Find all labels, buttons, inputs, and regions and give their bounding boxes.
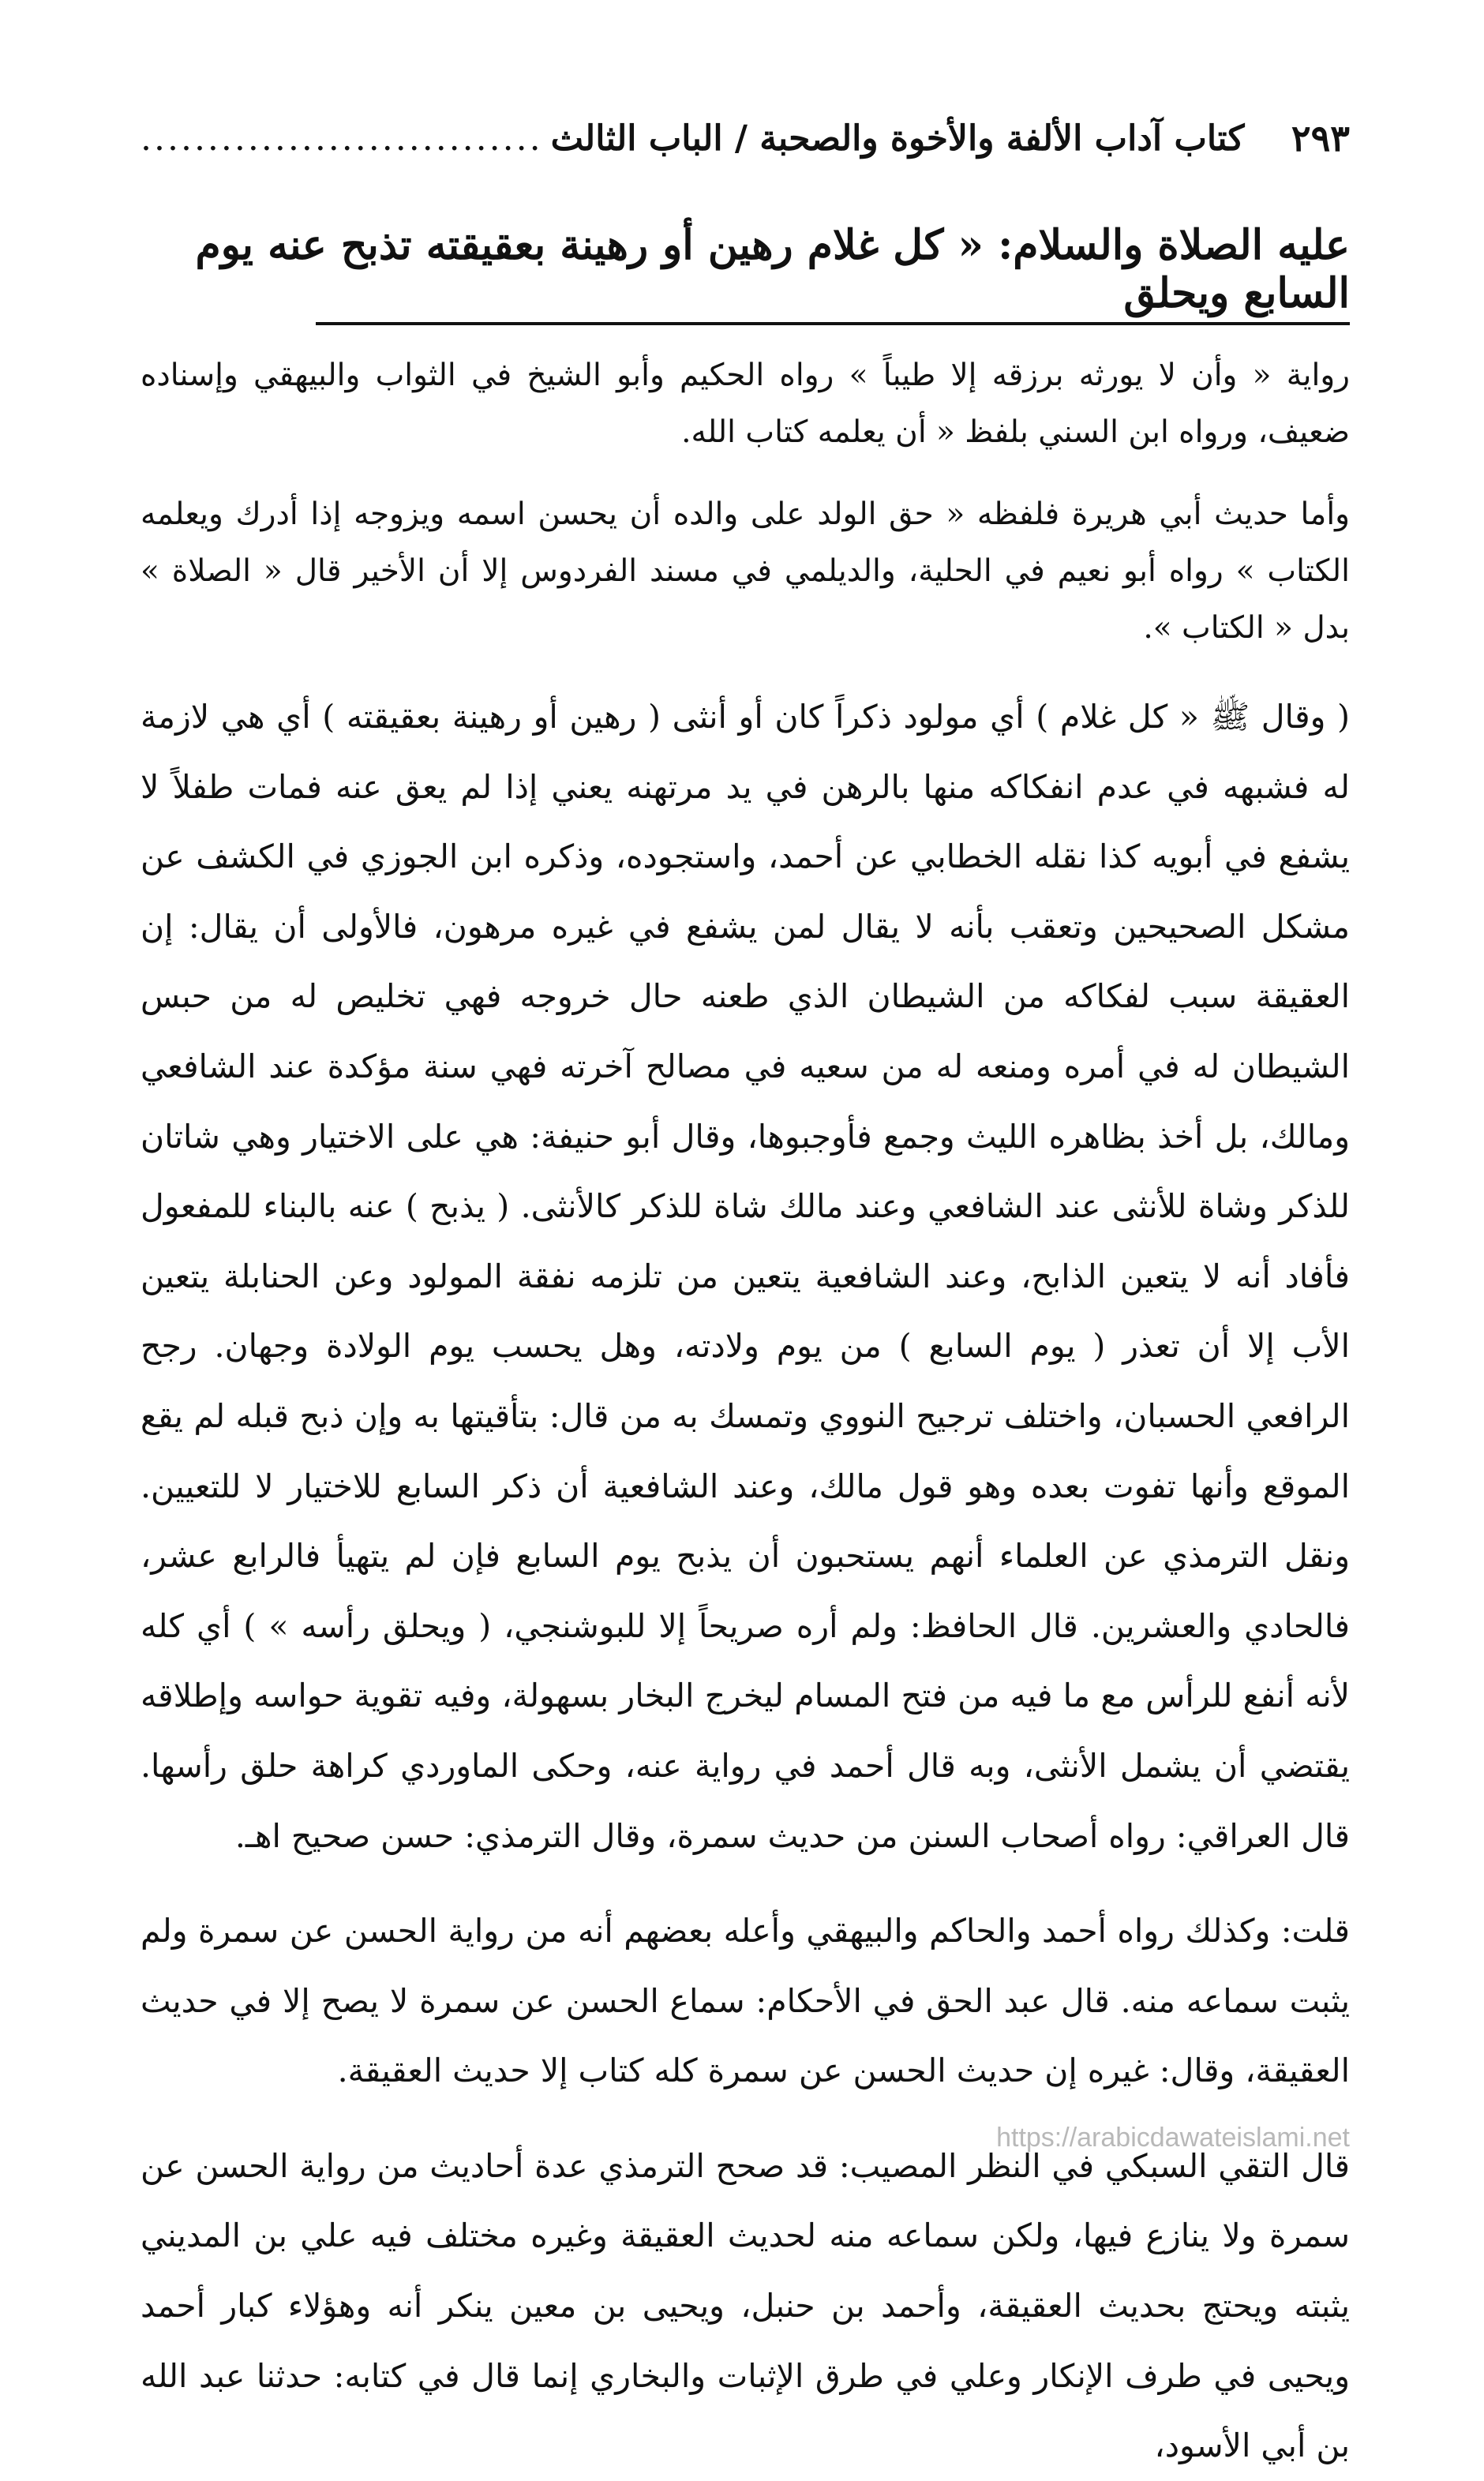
page-number: ٢٩٣	[1291, 117, 1350, 159]
commentary-paragraph-1: ( وقال ﷺ « كل غلام ) أي مولود ذكراً كان أو أنثى ( رهين أو رهينة بعقيقته ) أي هي لازمة له فشبهه في عدم انفكاكه منها بالرهن في يد مرتهنه يعني إذا لم يعق عنه فمات طفلاً لا يشفع في أبويه كذا نقله الخطابي عن أحمد، واستجوده، وذكره ابن الجوزي في الكشف عن مشكل الصحيحين وتعقب بأنه لا يقال لمن يشفع في غيره مرهون، فالأولى أن يقال: إن العقيقة سبب لفكاكه من الشيطان الذي طعنه حال خروجه فهي تخليص له من حبس الشيطان له في أمره ومنعه له من سعيه في مصالح آخرته فهي سنة مؤكدة عند الشافعي ومالك، بل أخذ بظاهره الليث وجمع فأوجبوها، وقال أبو حنيفة: هي على الاختيار وهي شاتان للذكر وشاة للأنثى عند الشافعي وعند مالك شاة للذكر كالأنثى. ( يذبح ) عنه بالبناء للمفعول فأفاد أنه لا يتعين الذابح، وعند الشافعية يتعين من تلزمه نفقة المولود وعن الحنابلة يتعين الأب إلا أن تعذر ( يوم السابع ) من يوم ولادته، وهل يحسب يوم الولادة وجهان. رجح الرافعي الحسبان، واختلف ترجيح النووي وتمسك به من قال: بتأقيتها به وإن ذبح قبله لم يقع الموقع وأنها تفوت بعده وهو قول مالك، وعند الشافعية أن ذكر السابع للاختيار لا للتعيين. ونقل الترمذي عن العلماء أنهم يستحبون أن يذبح يوم السابع فإن لم يتهيأ فالرابع عشر، فالحادي والعشرين. قال الحافظ: ولم أره صريحاً إلا للبوشنجي، ( ويحلق رأسه » ) أي كله لأنه أنفع للرأس مع ما فيه من فتح المسام ليخرج البخار بسهولة، وفيه تقوية حواسه وإطلاقه يقتضي أن يشمل الأنثى، وبه قال أحمد في رواية عنه، وحكى الماوردي كراهة حلق رأسها. قال العراقي: رواه أصحاب السنن من حديث سمرة، وقال الترمذي: حسن صحيح اهـ.	[141, 698, 1350, 1855]
body-text-area	[141, 347, 1350, 2481]
main-text-line: عليه الصلاة والسلام: « كل غلام رهين أو رهينة بعقيقته تذبح عنه يوم السابع ويحلق	[195, 221, 1350, 317]
header-title-group	[141, 118, 1245, 159]
header-title: كتاب آداب الألفة والأخوة والصحبة / الباب الثالث	[550, 118, 1245, 159]
running-header	[141, 107, 1350, 170]
footnote-paragraph-2: وأما حديث أبي هريرة فلفظه « حق الولد على والده أن يحسن اسمه ويزوجه إذا أدرك ويعلمه الكتاب » رواه أبو نعيم في الحلية، والديلمي في مسند الفردوس إلا أن الأخير قال « الصلاة » بدل « الكتاب ».	[141, 497, 1350, 646]
footnote-paragraph-1: رواية « وأن لا يورثه برزقه إلا طيباً » رواه الحكيم وأبو الشيخ في الثواب والبيهقي وإسناده ضعيف، ورواه ابن السني بلفظ « أن يعلمه كتاب الله.	[141, 358, 1350, 450]
commentary-paragraph-3: قال التقي السبكي في النظر المصيب: قد صحح الترمذي عدة أحاديث من رواية الحسن عن سمرة ولا ينازع فيها، ولكن سماعه منه لحديث العقيقة وغيره مختلف فيه علي بن المديني يثبته ويحتج بحديث العقيقة، وأحمد بن حنبل، ويحيى بن معين ينكر أنه وهؤلاء كبار أحمد ويحيى في طرف الإنكار وعلي في طرق الإثبات والبخاري إنما قال في كتابه: حدثنا عبد الله بن أبي الأسود،	[141, 2146, 1350, 2465]
footnote-separator-rule	[316, 322, 1350, 325]
watermark-url: https://arabicdawateislami.net	[996, 2123, 1350, 2153]
commentary-paragraph-2: قلت: وكذلك رواه أحمد والحاكم والبيهقي وأعله بعضهم أنه من رواية الحسن عن سمرة ولم يثبت سماعه منه. قال عبد الحق في الأحكام: سماع الحسن عن سمرة لا يصح إلا في حديث العقيقة، وقال: غيره إن حديث الحسن عن سمرة كله كتاب إلا حديث العقيقة.	[141, 1912, 1350, 2090]
header-leader-dots: ..............................	[141, 118, 543, 159]
